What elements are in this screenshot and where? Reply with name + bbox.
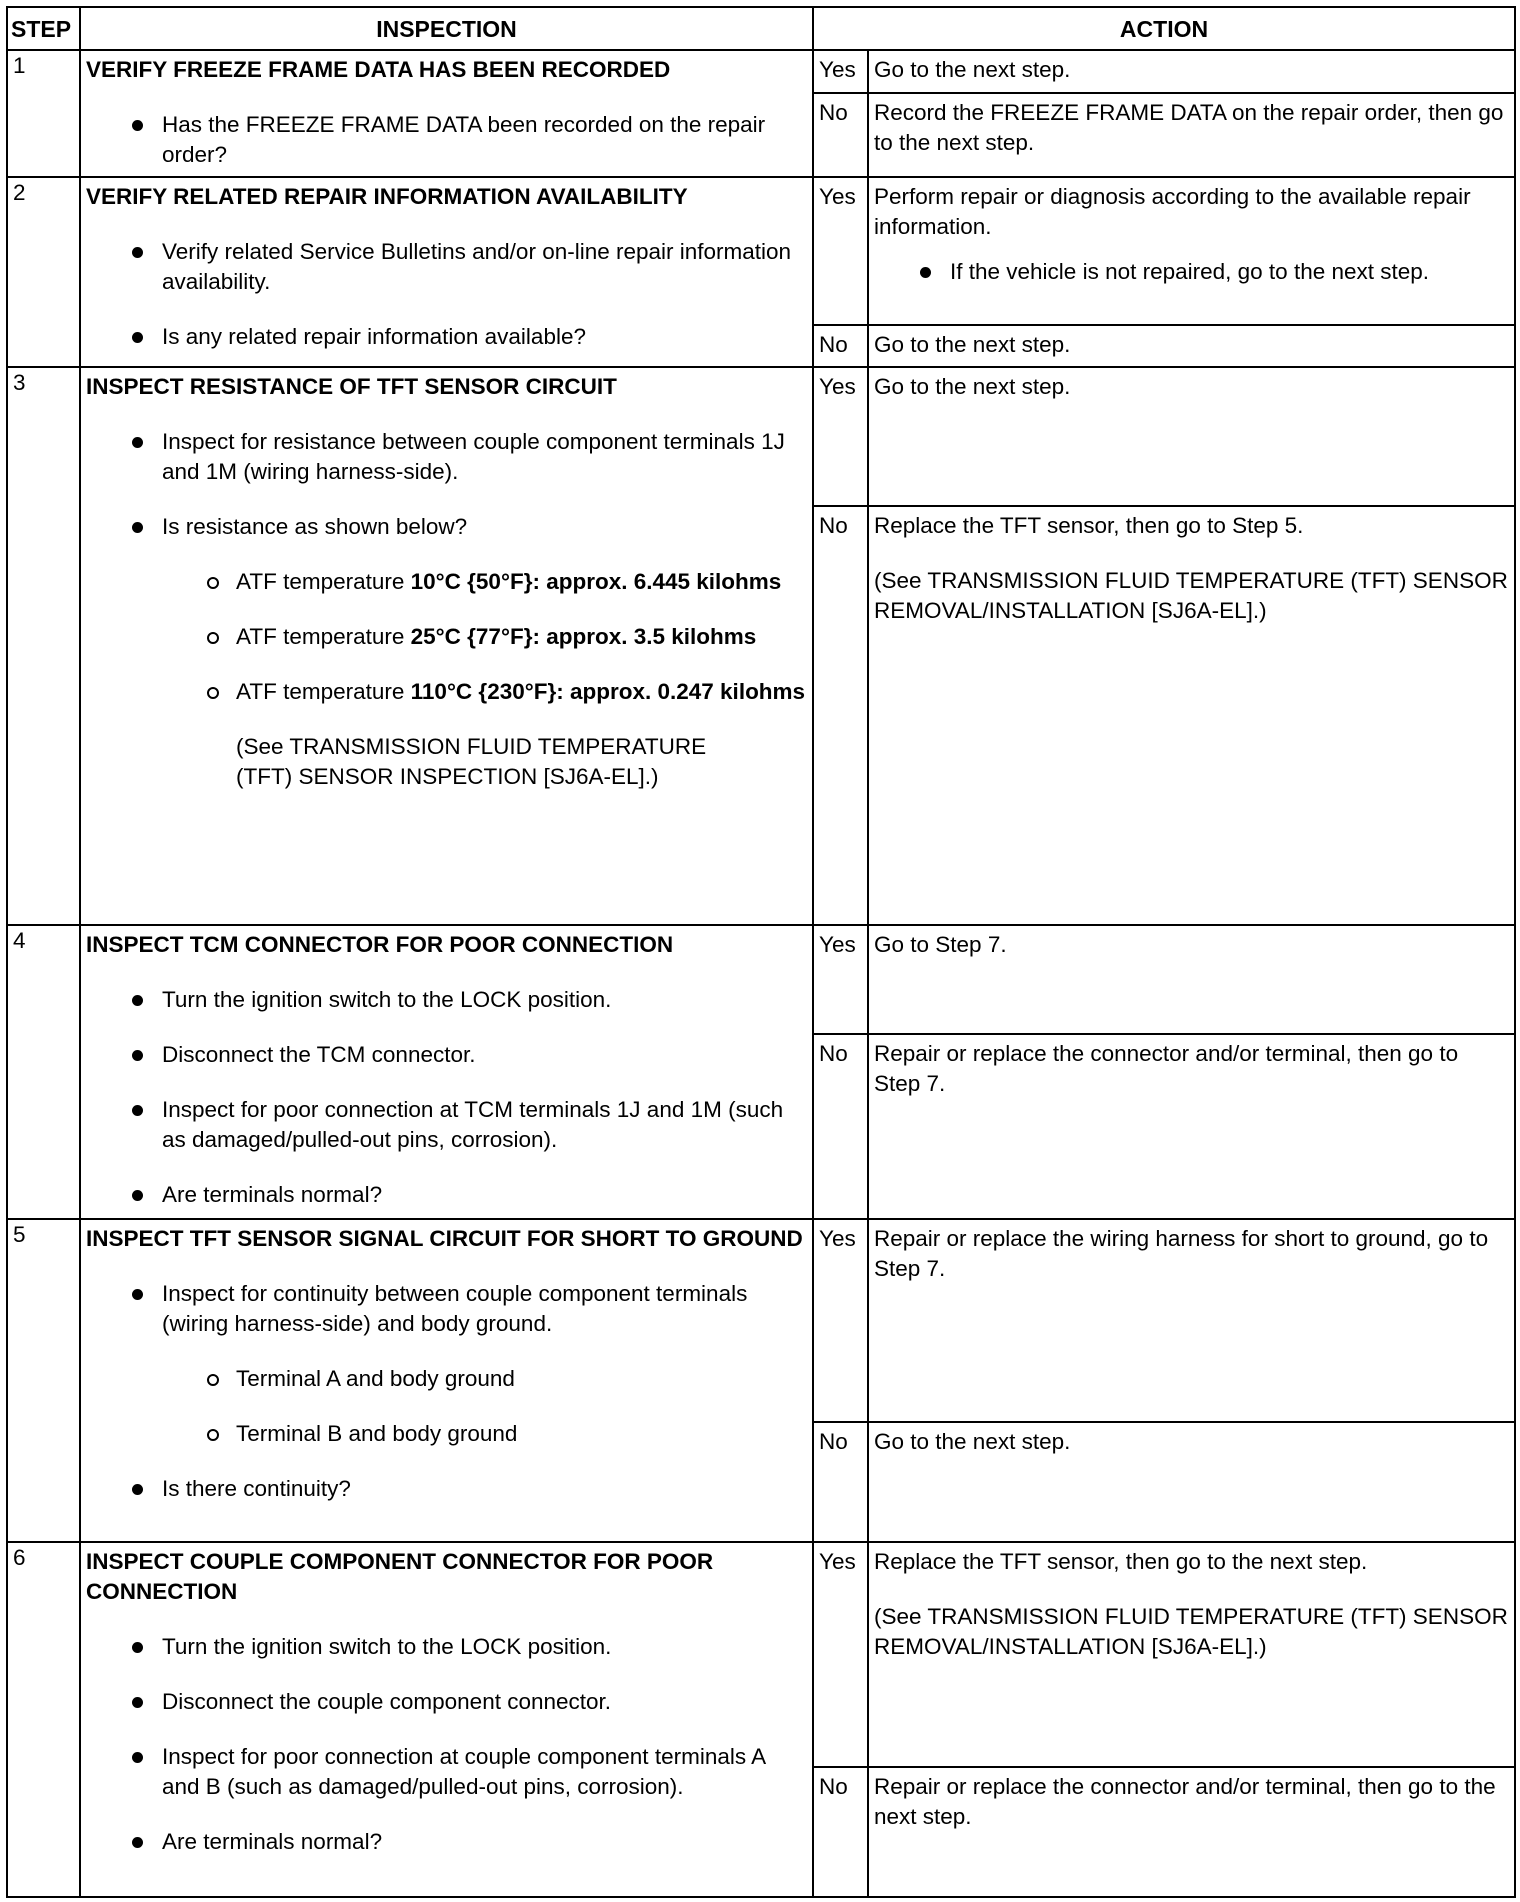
inspection-sub-bullet: ATF temperature 10°C {50°F}: approx. 6.445 kilohms: [86, 567, 807, 597]
step-number: 6: [7, 1542, 80, 1897]
inspection-sub-bullet: ATF temperature 110°C {230°F}: approx. 0.247 kilohms: [86, 677, 807, 707]
inspection-bullet: Verify related Service Bulletins and/or on-line repair information availability.: [86, 237, 807, 297]
inspection-bullet: Turn the ignition switch to the LOCK position.: [86, 985, 807, 1015]
yes-label: Yes: [813, 177, 868, 325]
reference-note: (See TRANSMISSION FLUID TEMPERATURE (TFT) SENSOR INSPECTION [SJ6A-EL].): [236, 734, 707, 789]
step-number: 5: [7, 1219, 80, 1542]
yes-action: Go to Step 7.: [868, 925, 1515, 1034]
step-4-inspection: [80, 925, 813, 1219]
step-5-inspection: [80, 1219, 813, 1542]
yes-action: Go to the next step.: [868, 367, 1515, 506]
step-2-yes-row: [7, 177, 1515, 325]
step-title: INSPECT COUPLE COMPONENT CONNECTOR FOR POOR CONNECTION: [86, 1549, 714, 1604]
no-label: No: [813, 1767, 868, 1897]
yes-label: Yes: [813, 1219, 868, 1422]
reference-note: (See TRANSMISSION FLUID TEMPERATURE (TFT) SENSOR REMOVAL/INSTALLATION [SJ6A-EL].): [874, 1604, 1508, 1659]
step-column-header: STEP: [7, 7, 80, 50]
inspection-bullet: Are terminals normal?: [86, 1827, 807, 1857]
inspection-bullet: Inspect for continuity between couple component terminals (wiring harness-side) and body ground.: [86, 1279, 807, 1339]
no-label: No: [813, 506, 868, 925]
no-action: Go to the next step.: [868, 325, 1515, 367]
inspection-sub-bullet: Terminal A and body ground: [86, 1364, 807, 1394]
yes-action: Replace the TFT sensor, then go to the next step. (See TRANSMISSION FLUID TEMPERATURE (TFT) SENSOR REMOVAL/INSTALLATION [SJ6A-EL].): [868, 1542, 1515, 1767]
inspection-bullet: Inspect for poor connection at TCM terminals 1J and 1M (such as damaged/pulled-out pins, corrosion).: [86, 1095, 807, 1155]
inspection-bullet: Disconnect the TCM connector.: [86, 1040, 807, 1070]
inspection-bullet: Turn the ignition switch to the LOCK position.: [86, 1632, 807, 1662]
no-label: No: [813, 93, 868, 177]
inspection-sub-bullet: ATF temperature 25°C {77°F}: approx. 3.5 kilohms: [86, 622, 807, 652]
step-4-yes-row: [7, 925, 1515, 1034]
inspection-bullet: Is any related repair information available?: [86, 322, 807, 352]
no-action: Record the FREEZE FRAME DATA on the repair order, then go to the next step.: [868, 93, 1515, 177]
action-bullet: If the vehicle is not repaired, go to the next step.: [874, 257, 1509, 287]
step-6-inspection: [80, 1542, 813, 1897]
inspection-bullet: Inspect for poor connection at couple component terminals A and B (such as damaged/pulled-out pins, corrosion).: [86, 1742, 807, 1802]
yes-action: Repair or replace the wiring harness for short to ground, go to Step 7.: [868, 1219, 1515, 1422]
no-action: Repair or replace the connector and/or terminal, then go to Step 7.: [868, 1034, 1515, 1219]
no-action: Replace the TFT sensor, then go to Step 5. (See TRANSMISSION FLUID TEMPERATURE (TFT) SENSOR REMOVAL/INSTALLATION [SJ6A-EL].): [868, 506, 1515, 925]
step-6-yes-row: [7, 1542, 1515, 1767]
step-1-yes-row: [7, 50, 1515, 93]
step-title: VERIFY FREEZE FRAME DATA HAS BEEN RECORDED: [86, 57, 671, 82]
yes-label: Yes: [813, 50, 868, 93]
step-5-yes-row: [7, 1219, 1515, 1422]
yes-action: Perform repair or diagnosis according to the available repair information. If the vehicle is not repaired, go to the next step.: [868, 177, 1515, 325]
step-title: INSPECT TFT SENSOR SIGNAL CIRCUIT FOR SHORT TO GROUND: [86, 1226, 803, 1251]
step-number: 2: [7, 177, 80, 367]
no-label: No: [813, 325, 868, 367]
step-number: 4: [7, 925, 80, 1219]
yes-label: Yes: [813, 1542, 868, 1767]
inspection-bullet: Are terminals normal?: [86, 1180, 807, 1210]
step-title: VERIFY RELATED REPAIR INFORMATION AVAILABILITY: [86, 184, 688, 209]
yes-label: Yes: [813, 367, 868, 506]
yes-action: Go to the next step.: [868, 50, 1515, 93]
no-action: Repair or replace the connector and/or terminal, then go to the next step.: [868, 1767, 1515, 1897]
step-3-yes-row: [7, 367, 1515, 506]
inspection-bullet: Has the FREEZE FRAME DATA been recorded on the repair order?: [86, 110, 807, 170]
inspection-bullet: Disconnect the couple component connector.: [86, 1687, 807, 1717]
diagnostic-procedure-table: [6, 6, 1516, 1898]
step-number: 3: [7, 367, 80, 925]
step-2-inspection: [80, 177, 813, 367]
yes-label: Yes: [813, 925, 868, 1034]
reference-note: (See TRANSMISSION FLUID TEMPERATURE (TFT) SENSOR REMOVAL/INSTALLATION [SJ6A-EL].): [874, 568, 1508, 623]
inspection-bullet: Is resistance as shown below?: [86, 512, 807, 542]
step-3-inspection: [80, 367, 813, 925]
inspection-column-header: INSPECTION: [80, 7, 813, 50]
header-row: [7, 7, 1515, 50]
no-label: No: [813, 1034, 868, 1219]
inspection-bullet: Inspect for resistance between couple component terminals 1J and 1M (wiring harness-side).: [86, 427, 807, 487]
inspection-sub-bullet: Terminal B and body ground: [86, 1419, 807, 1449]
step-title: INSPECT RESISTANCE OF TFT SENSOR CIRCUIT: [86, 374, 617, 399]
step-1-inspection: [80, 50, 813, 177]
action-column-header: ACTION: [813, 7, 1515, 50]
inspection-bullet: Is there continuity?: [86, 1474, 807, 1504]
no-action: Go to the next step.: [868, 1422, 1515, 1542]
no-label: No: [813, 1422, 868, 1542]
step-number: 1: [7, 50, 80, 177]
step-title: INSPECT TCM CONNECTOR FOR POOR CONNECTION: [86, 932, 674, 957]
